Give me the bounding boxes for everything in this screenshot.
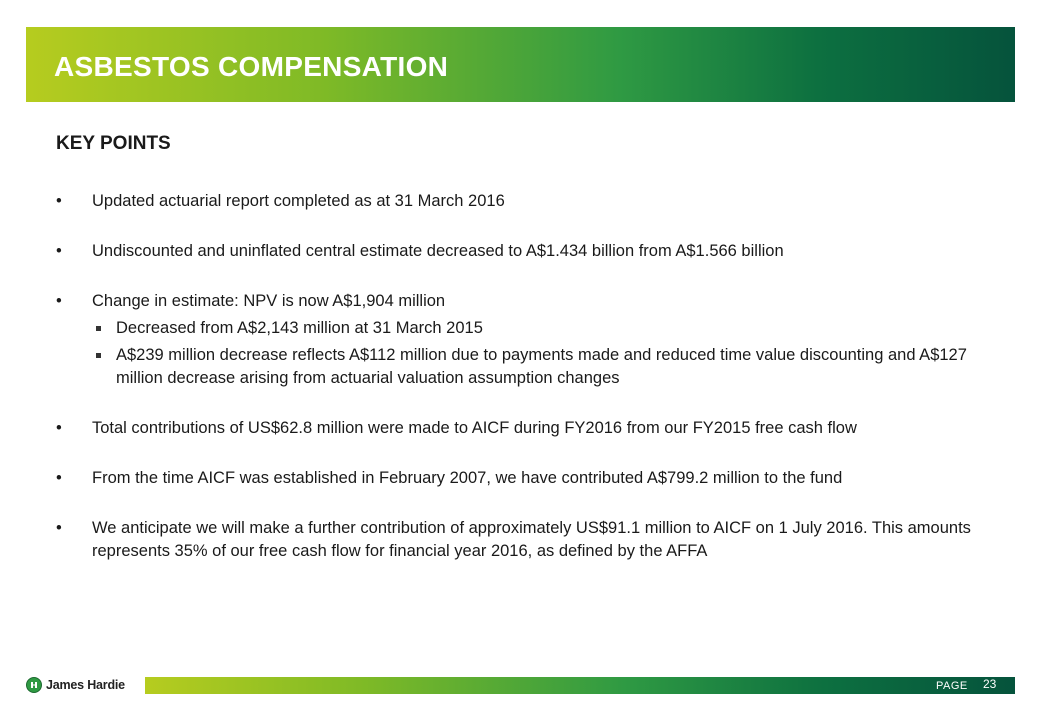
bullet-item	[56, 290, 1001, 313]
square-bullet-icon	[96, 326, 101, 331]
section-heading: KEY POINTS	[56, 133, 171, 154]
bullet-text: Total contributions of US$62.8 million were made to AICF during FY2016 from our FY2015 free cash flow	[92, 419, 857, 437]
bullet-text: Change in estimate: NPV is now A$1,904 million	[92, 292, 446, 310]
page-number: 23	[983, 677, 997, 691]
page-label: PAGE	[936, 680, 968, 692]
bullet-text: Updated actuarial report completed as at 31 March 2016	[92, 192, 505, 210]
company-logo	[26, 676, 125, 694]
sub-bullet-item	[56, 317, 1001, 340]
bullet-text: From the time AICF was established in February 2007, we have contributed A$799.2 million to the fund	[92, 469, 843, 487]
bullet-marker: •	[56, 419, 62, 437]
bullet-marker: •	[56, 192, 62, 210]
sub-bullet-text: A$239 million decrease reflects A$112 million due to payments made and reduced time value discounting and A$127 million decrease arising from actuarial valuation assumption changes	[116, 346, 967, 387]
bullet-item	[56, 190, 1001, 213]
bullet-marker: •	[56, 242, 62, 260]
bullet-item	[56, 467, 1001, 490]
bullet-text: We anticipate we will make a further contribution of approximately US$91.1 million to AICF on 1 July 2016. This amounts represents 35% of our free cash flow for financial year 2016, as defined by the AFFA	[92, 519, 971, 560]
footer-bar	[145, 677, 1015, 694]
bullet-marker: •	[56, 292, 62, 310]
james-hardie-logo-icon	[26, 677, 42, 693]
page-title: ASBESTOS COMPENSATION	[54, 51, 449, 82]
bullet-list	[56, 190, 1001, 563]
bullet-item	[56, 517, 1001, 563]
sub-bullet-text: Decreased from A$2,143 million at 31 March 2015	[116, 319, 483, 337]
bullet-item	[56, 240, 1001, 263]
bullet-text: Undiscounted and uninflated central estimate decreased to A$1.434 billion from A$1.566 billion	[92, 242, 784, 260]
logo-text: James Hardie	[46, 678, 125, 692]
bullet-item	[56, 417, 1001, 440]
title-banner	[26, 27, 1015, 102]
square-bullet-icon	[96, 353, 101, 358]
bullet-marker: •	[56, 469, 62, 487]
bullet-marker: •	[56, 519, 62, 537]
sub-bullet-item	[56, 344, 1001, 390]
